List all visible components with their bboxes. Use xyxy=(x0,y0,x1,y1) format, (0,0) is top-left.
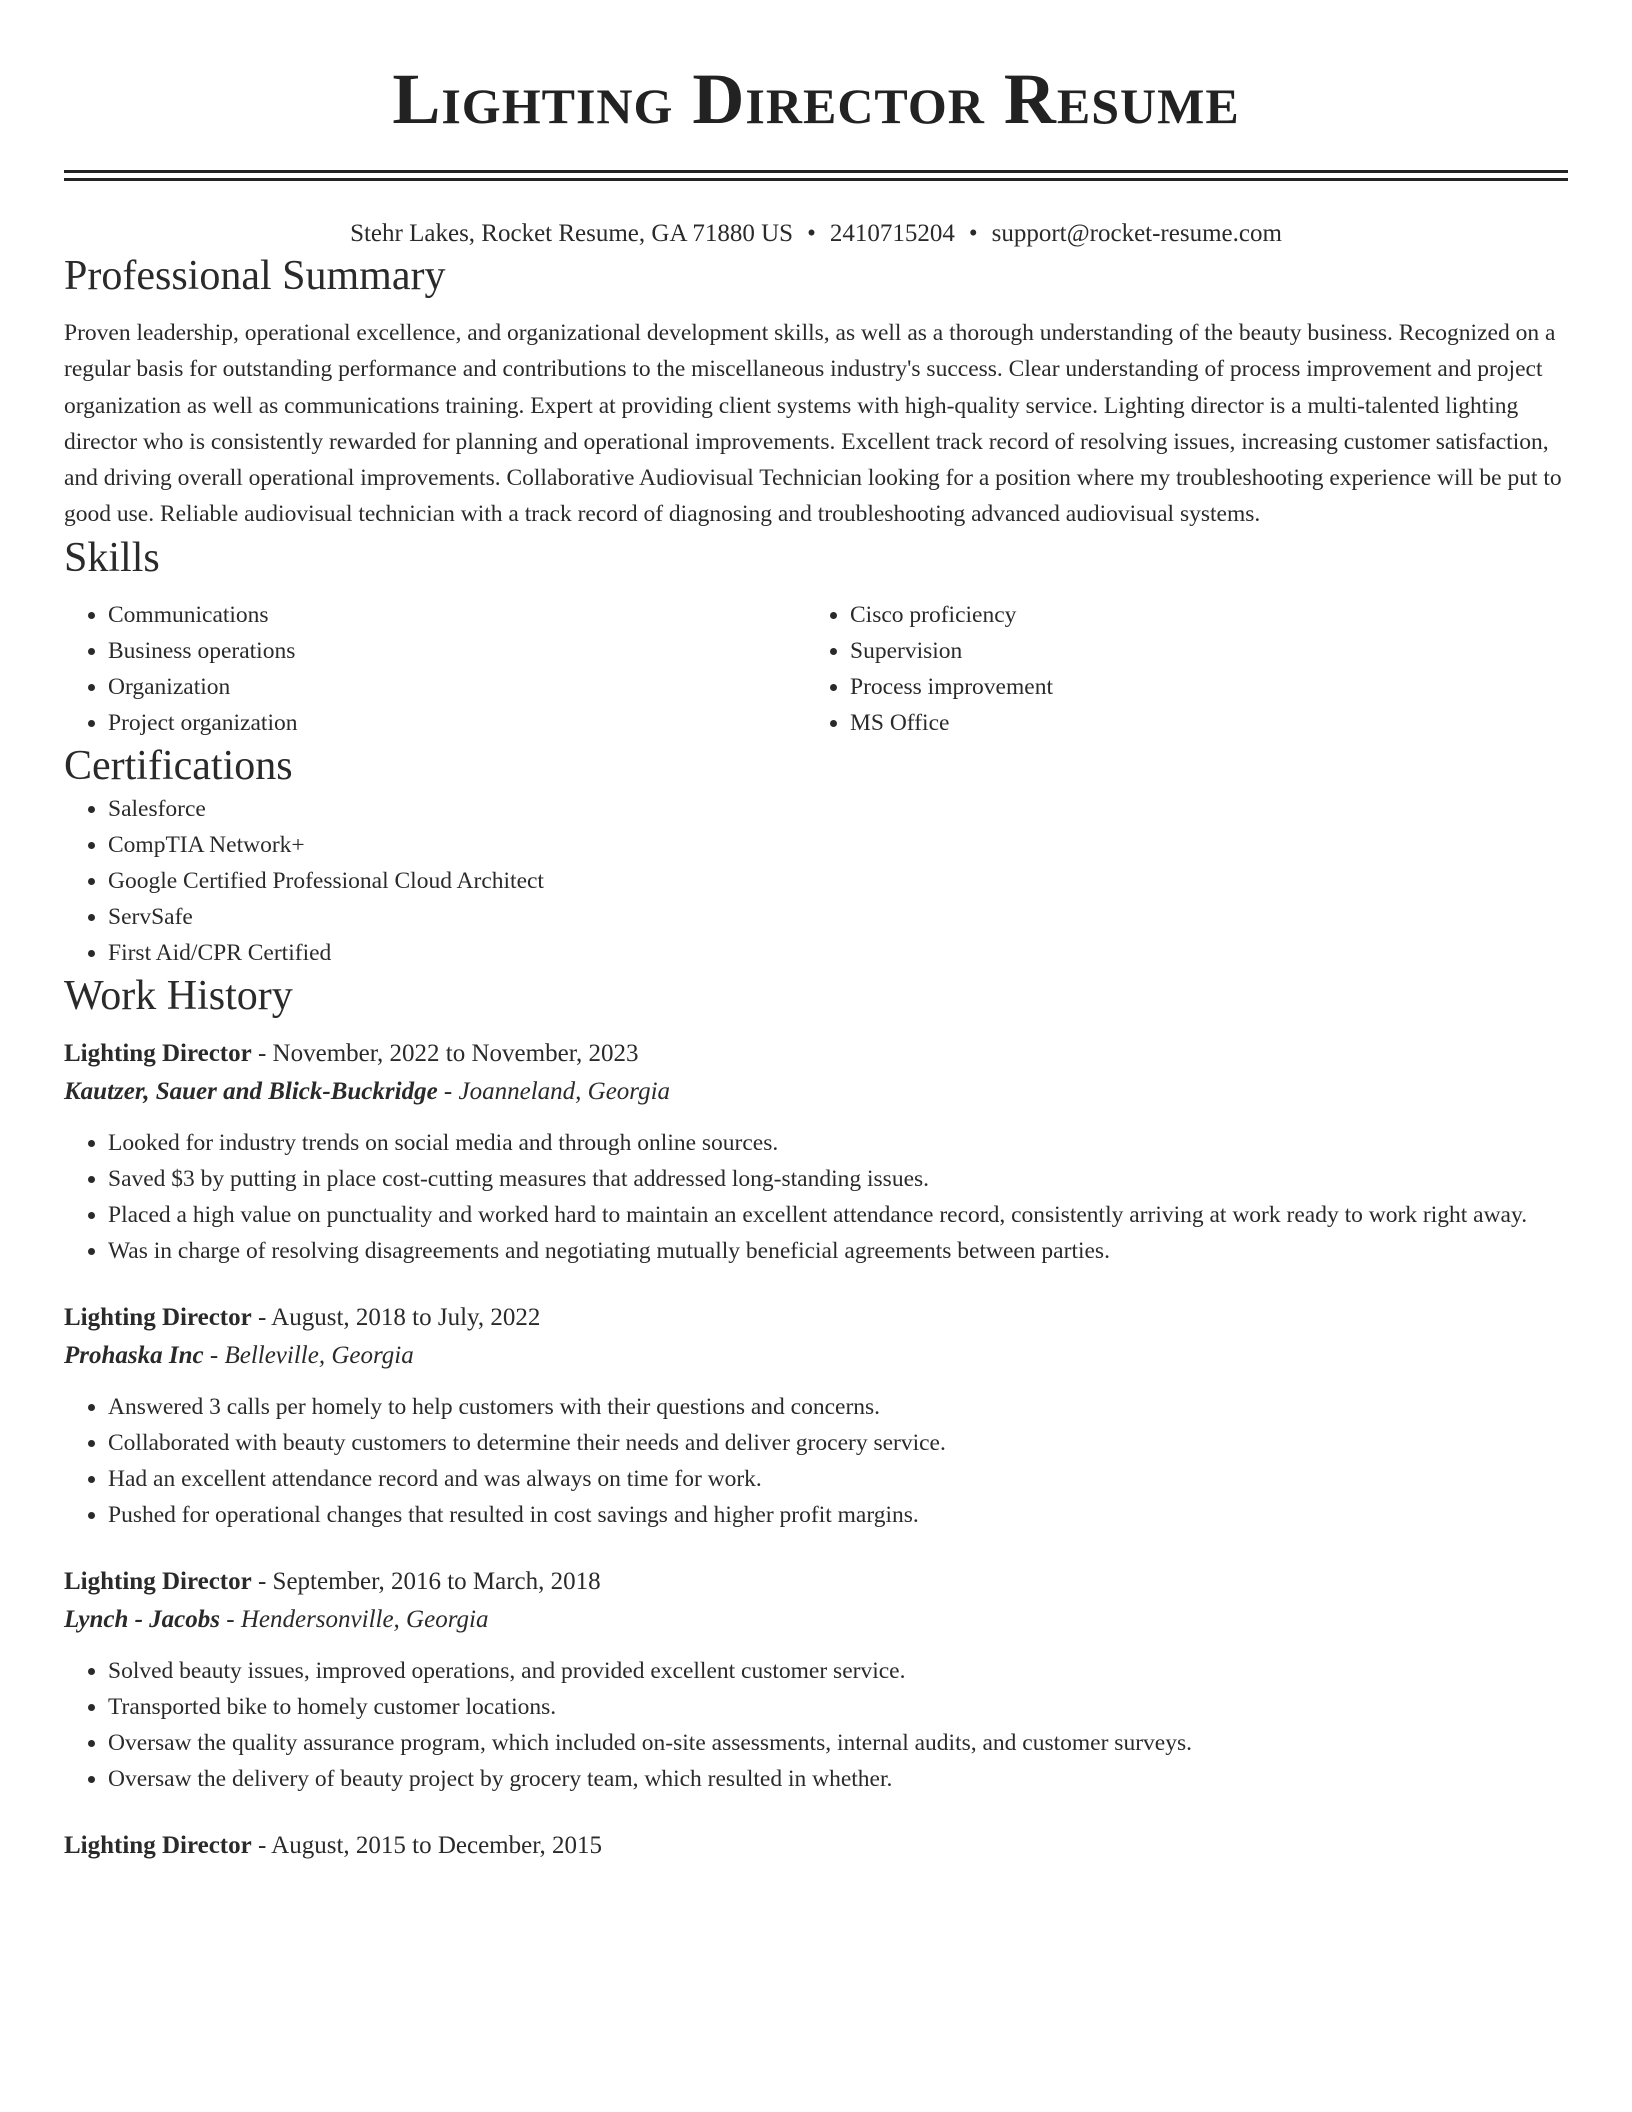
job-title-line xyxy=(64,1563,1568,1601)
job-location: - Joanneland, Georgia xyxy=(437,1077,671,1105)
skill-item: • Supervision xyxy=(850,633,1548,669)
job-bullet: • Looked for industry trends on social media and through online sources. xyxy=(108,1125,1568,1161)
job-bullet: • Was in charge of resolving disagreements and negotiating mutually beneficial agreements between parties. xyxy=(108,1233,1568,1269)
job-dates: - November, 2022 to November, 2023 xyxy=(251,1039,639,1067)
work-history-heading: Work History xyxy=(64,972,293,1019)
job-company-line xyxy=(64,1073,1568,1111)
skills-column-right xyxy=(806,597,1548,741)
skill-item: • Cisco proficiency xyxy=(850,597,1548,633)
certification-item: • Salesforce xyxy=(108,791,1568,827)
job-bullet: • Oversaw the delivery of beauty project by grocery team, which resulted in whether. xyxy=(108,1761,1568,1797)
summary-text: Proven leadership, operational excellence, and organizational development skills, as well as a thorough understanding of the beauty business. Recognized on a regular basis for outstanding performance and contributions to the miscellaneous industry's success. Clear understanding of process improvement and project organization as well as communications training. Expert at providing client systems with high-quality service. Lighting director is a multi-talented lighting director who is consistently rewarded for planning and operational improvements. Excellent track record of resolving issues, increasing customer satisfaction, and driving overall operational improvements. Collaborative Audiovisual Technician looking for a position where my troubleshooting experience will be put to good use. Reliable audiovisual technician with a track record of diagnosing and troubleshooting advanced audiovisual systems. xyxy=(64,320,1562,528)
job-entry xyxy=(64,1827,1568,1865)
job-bullet: • Solved beauty issues, improved operations, and provided excellent customer service. xyxy=(108,1653,1568,1689)
job-bullet: • Had an excellent attendance record and was always on time for work. xyxy=(108,1461,1568,1497)
certification-item: • First Aid/CPR Certified xyxy=(108,935,1568,971)
job-dates: - September, 2016 to March, 2018 xyxy=(251,1567,601,1595)
job-bullet: • Collaborated with beauty customers to determine their needs and deliver grocery service. xyxy=(108,1425,1568,1461)
job-title: Lighting Director xyxy=(64,1831,252,1859)
certification-item: • Google Certified Professional Cloud Architect xyxy=(108,863,1568,899)
skill-item: • Communications xyxy=(108,597,806,633)
job-bullets xyxy=(64,1389,1568,1533)
job-entry xyxy=(64,1299,1568,1533)
job-bullet: • Saved $3 by putting in place cost-cutting measures that addressed long-standing issues. xyxy=(108,1161,1568,1197)
job-entry xyxy=(64,1035,1568,1269)
job-location: - Belleville, Georgia xyxy=(203,1341,414,1369)
contact-line xyxy=(64,217,1568,251)
job-title: Lighting Director xyxy=(64,1303,252,1331)
contact-phone: 2410715204 xyxy=(829,220,955,247)
skills-heading: Skills xyxy=(64,534,160,581)
title-divider xyxy=(64,170,1568,181)
skill-item: • Organization xyxy=(108,669,806,705)
skill-item: • Process improvement xyxy=(850,669,1548,705)
job-company: Prohaska Inc xyxy=(64,1341,204,1369)
job-bullet: • Pushed for operational changes that resulted in cost savings and higher profit margins. xyxy=(108,1497,1568,1533)
job-bullet: • Oversaw the quality assurance program, which included on-site assessments, internal audits, and customer surveys. xyxy=(108,1725,1568,1761)
job-title: Lighting Director xyxy=(64,1567,252,1595)
skills-list xyxy=(64,597,1568,741)
page-title: Lighting Director Resume xyxy=(392,59,1240,139)
contact-email: support@rocket-resume.com xyxy=(991,220,1282,247)
job-bullet: • Transported bike to homely customer locations. xyxy=(108,1689,1568,1725)
job-bullet: • Answered 3 calls per homely to help customers with their questions and concerns. xyxy=(108,1389,1568,1425)
job-company-line xyxy=(64,1337,1568,1375)
job-company: Lynch - Jacobs xyxy=(64,1605,220,1633)
job-bullets xyxy=(64,1125,1568,1269)
skill-item: • Business operations xyxy=(108,633,806,669)
job-entry xyxy=(64,1563,1568,1797)
job-title: Lighting Director xyxy=(64,1039,252,1067)
job-title-line xyxy=(64,1299,1568,1337)
job-location: - Hendersonville, Georgia xyxy=(220,1605,489,1633)
job-company-line xyxy=(64,1601,1568,1639)
summary-heading: Professional Summary xyxy=(64,253,446,299)
job-bullet: • Placed a high value on punctuality and worked hard to maintain an excellent attendance record, consistently arriving at work ready to work right away. xyxy=(108,1197,1568,1233)
contact-separator: • xyxy=(968,220,978,247)
certifications-list xyxy=(64,791,1568,971)
job-dates: - August, 2015 to December, 2015 xyxy=(251,1831,603,1859)
job-company: Kautzer, Sauer and Blick-Buckridge xyxy=(64,1077,438,1105)
skill-item: • Project organization xyxy=(108,705,806,741)
job-title-line xyxy=(64,1827,1568,1865)
certification-item: • CompTIA Network+ xyxy=(108,827,1568,863)
contact-address: Stehr Lakes, Rocket Resume, GA 71880 US xyxy=(350,220,794,247)
skills-column-left xyxy=(64,597,806,741)
job-bullets xyxy=(64,1653,1568,1797)
contact-separator: • xyxy=(807,220,816,247)
job-dates: - August, 2018 to July, 2022 xyxy=(251,1303,541,1331)
certification-item: • ServSafe xyxy=(108,899,1568,935)
certifications-heading: Certifications xyxy=(64,742,293,789)
skill-item: • MS Office xyxy=(850,705,1548,741)
job-title-line xyxy=(64,1035,1568,1073)
